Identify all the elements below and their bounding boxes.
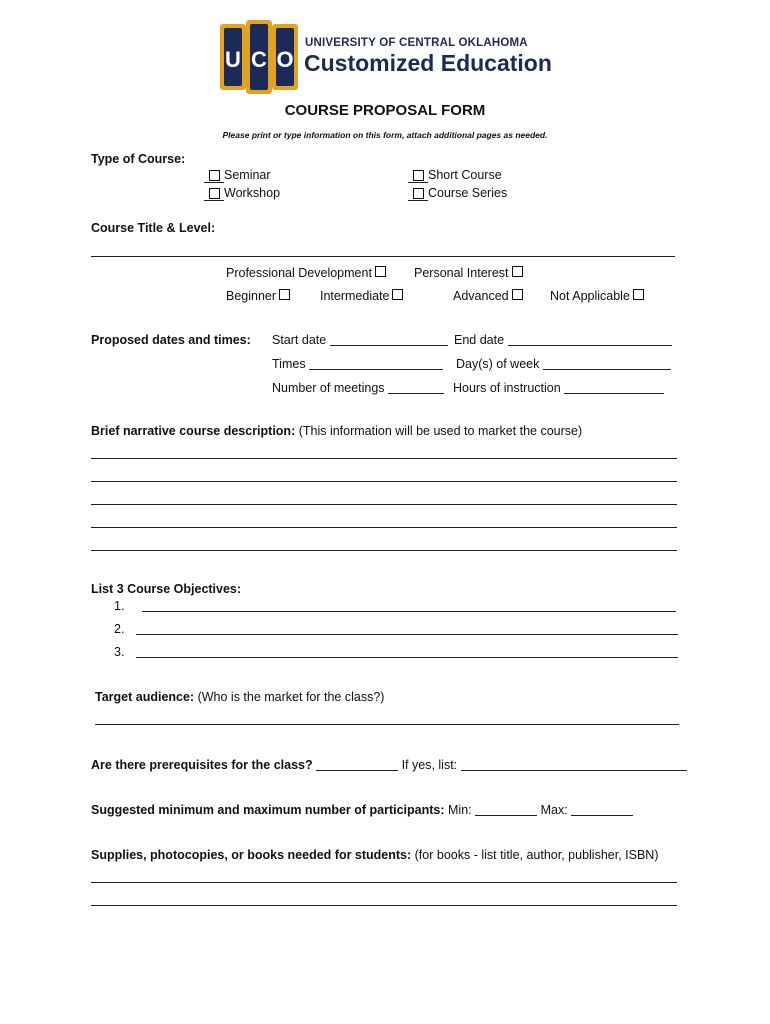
number-of-meetings-row: Number of meetings — [272, 381, 444, 395]
workshop-checkbox[interactable] — [209, 188, 220, 199]
description-line-4[interactable] — [91, 527, 677, 528]
option-workshop[interactable]: Workshop — [204, 186, 280, 201]
option-short-course[interactable]: Short Course — [408, 168, 502, 183]
times-field[interactable] — [309, 357, 443, 370]
days-of-week-row: Day(s) of week — [456, 357, 671, 371]
level-intermediate[interactable]: Intermediate — [320, 289, 406, 303]
description-heading: Brief narrative course description: (This information will be used to market the course) — [91, 424, 583, 438]
description-line-3[interactable] — [91, 504, 677, 505]
course-title-field[interactable] — [91, 256, 675, 257]
level-beginner[interactable]: Beginner — [226, 289, 293, 303]
form-subtitle: Please print or type information on this form, attach additional pages as needed. — [222, 130, 548, 140]
intermediate-checkbox[interactable] — [392, 289, 403, 300]
advanced-checkbox[interactable] — [512, 289, 523, 300]
prerequisites-row: Are there prerequisites for the class? If yes, list: — [91, 758, 687, 772]
prerequisites-field[interactable] — [316, 758, 398, 771]
audience-field[interactable] — [95, 724, 679, 725]
times-row: Times — [272, 357, 443, 371]
professional-development-checkbox[interactable] — [375, 266, 386, 277]
objective-number-2: 2. — [114, 622, 125, 636]
seminar-checkbox[interactable] — [209, 170, 220, 181]
supplies-heading: Supplies, photocopies, or books needed for students: (for books - list title, author, publisher, ISBN) — [91, 848, 659, 862]
logo-letter: C — [251, 47, 267, 72]
end-date-field[interactable] — [508, 333, 672, 346]
objective-field-2[interactable] — [136, 634, 678, 635]
start-date-field[interactable] — [330, 333, 448, 346]
description-line-5[interactable] — [91, 550, 677, 551]
prerequisites-list-field[interactable] — [461, 758, 687, 771]
form-title: COURSE PROPOSAL FORM — [284, 102, 486, 119]
min-participants-field[interactable] — [475, 803, 537, 816]
start-date-row: Start date — [272, 333, 448, 347]
objective-field-3[interactable] — [136, 657, 678, 658]
hours-of-instruction-row: Hours of instruction — [453, 381, 664, 395]
objective-number-3: 3. — [114, 645, 125, 659]
dates-label: Proposed dates and times: — [91, 333, 251, 347]
level-advanced[interactable]: Advanced — [453, 289, 526, 303]
objective-number-1: 1. — [114, 599, 125, 613]
end-date-row: End date — [454, 333, 672, 347]
logo-letter: U — [225, 47, 241, 72]
participants-row: Suggested minimum and maximum number of participants: Min: Max: — [91, 803, 633, 817]
level-not-applicable[interactable]: Not Applicable — [550, 289, 647, 303]
uco-logo — [218, 18, 300, 98]
level-professional-development[interactable]: Professional Development — [226, 266, 389, 280]
supplies-line-1[interactable] — [91, 882, 677, 883]
objectives-label: List 3 Course Objectives: — [91, 582, 242, 596]
personal-interest-checkbox[interactable] — [512, 266, 523, 277]
description-line-2[interactable] — [91, 481, 677, 482]
max-participants-field[interactable] — [571, 803, 633, 816]
option-seminar[interactable]: Seminar — [204, 168, 271, 183]
course-title-label: Course Title & Level: — [91, 221, 216, 235]
hours-of-instruction-field[interactable] — [564, 381, 664, 394]
not-applicable-checkbox[interactable] — [633, 289, 644, 300]
beginner-checkbox[interactable] — [279, 289, 290, 300]
type-of-course-label: Type of Course: — [91, 152, 186, 166]
audience-heading: Target audience: (Who is the market for the class?) — [95, 690, 385, 704]
brand-name: Customized Education — [304, 50, 552, 76]
course-series-checkbox[interactable] — [413, 188, 424, 199]
option-course-series[interactable]: Course Series — [408, 186, 507, 201]
short-course-checkbox[interactable] — [413, 170, 424, 181]
number-of-meetings-field[interactable] — [388, 381, 444, 394]
days-of-week-field[interactable] — [543, 357, 671, 370]
description-line-1[interactable] — [91, 458, 677, 459]
logo-letter: O — [276, 47, 294, 72]
level-personal-interest[interactable]: Personal Interest — [414, 266, 526, 280]
objective-field-1[interactable] — [142, 611, 676, 612]
org-name: UNIVERSITY OF CENTRAL OKLAHOMA — [305, 37, 528, 49]
supplies-line-2[interactable] — [91, 905, 677, 906]
